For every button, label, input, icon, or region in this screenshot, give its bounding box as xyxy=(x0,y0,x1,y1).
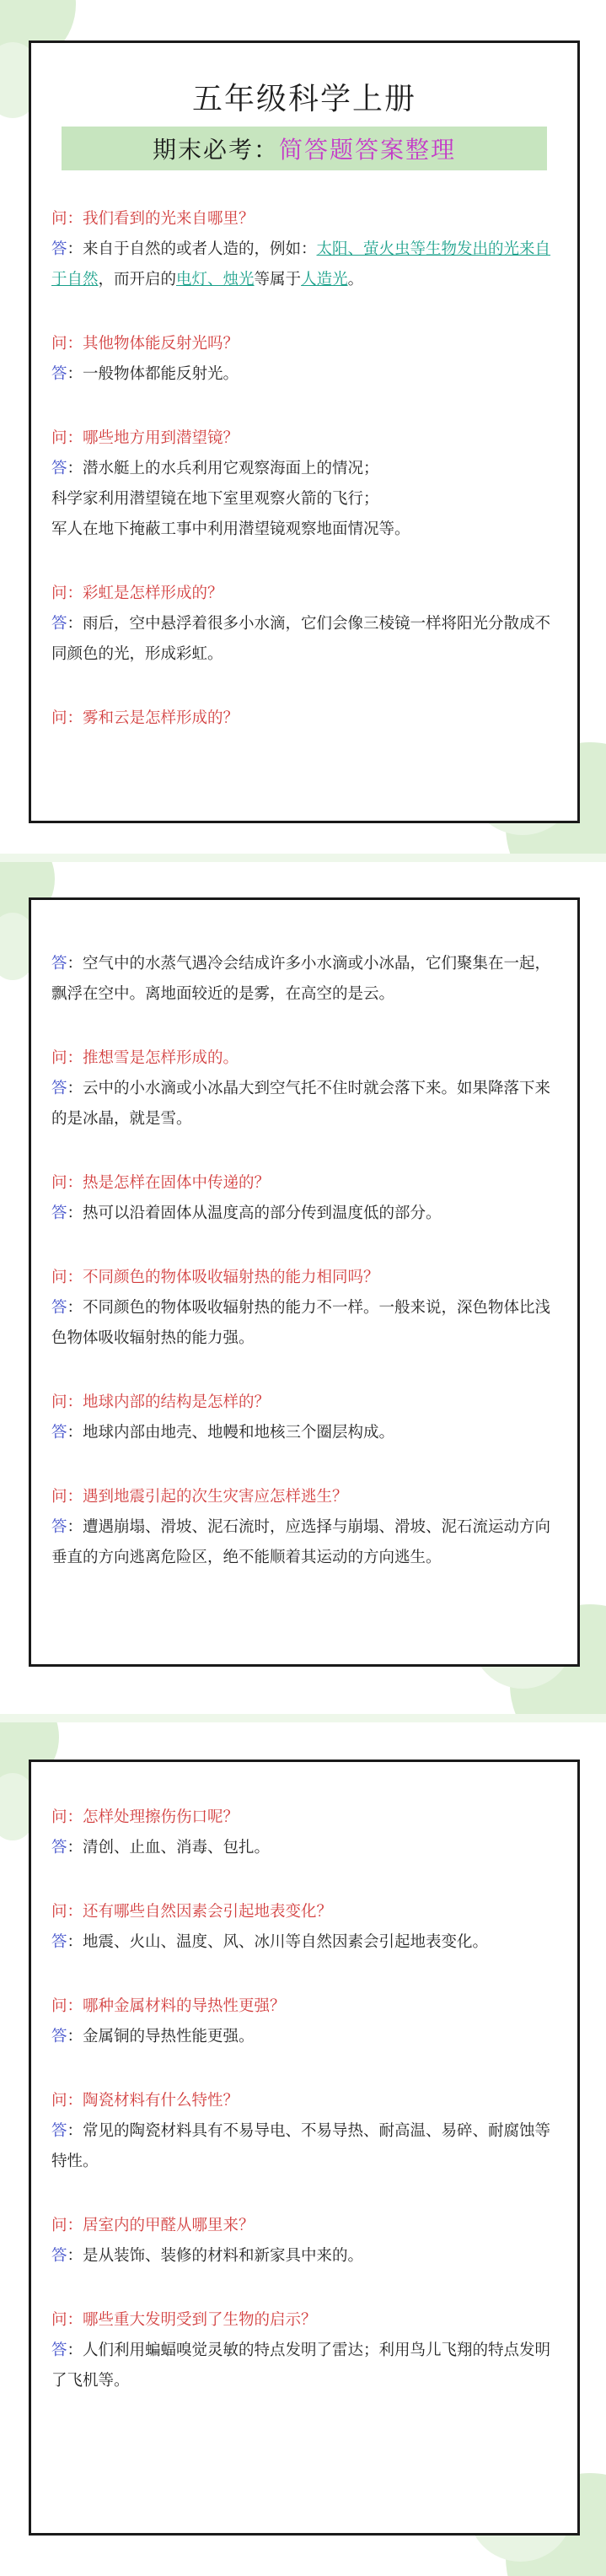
answer-segment: ：来自于自然的或者人造的，例如： xyxy=(67,240,317,258)
answer-label: 答 xyxy=(51,1518,67,1536)
answer-segment: ：不同颜色的物体吸收辐射热的能力不一样。一般来说，深色物体比浅色物体吸收辐射热的能力强。 xyxy=(51,1299,551,1347)
qa-item xyxy=(51,1168,559,1229)
answer-segment: ：金属铜的导热性能更强。 xyxy=(67,2028,255,2045)
answer-label: 答 xyxy=(51,1299,67,1317)
subtitle-banner xyxy=(62,127,547,170)
question-text: 问：哪些重大发明受到了生物的启示？ xyxy=(51,2311,317,2329)
qa-item xyxy=(51,1388,559,1448)
question-text: 问：居室内的甲醛从哪里来？ xyxy=(51,2217,255,2234)
answer-text xyxy=(51,1927,559,1958)
qa-list xyxy=(31,949,577,1573)
answer-label: 答 xyxy=(51,460,67,477)
answer-segment: ：雨后，空中悬浮着很多小水滴，它们会像三棱镜一样将阳光分散成不同颜色的光，形成彩虹。 xyxy=(51,615,551,663)
page-3 xyxy=(0,1722,606,2576)
answer-label: 答 xyxy=(51,2122,67,2140)
answer-text xyxy=(51,1199,559,1229)
qa-item xyxy=(51,1991,559,2052)
answer-segment: ：遭遇崩塌、滑坡、泥石流时，应选择与崩塌、滑坡、泥石流运动方向垂直的方向逃离危险区，绝不能顺着其运动的方向逃生。 xyxy=(51,1518,551,1566)
answer-text xyxy=(51,949,559,1010)
subtitle-lead: 期末必考： xyxy=(152,136,279,164)
question-text: 问：遇到地震引起的次生灾害应怎样逃生？ xyxy=(51,1488,348,1506)
answer-segment: 。 xyxy=(347,271,364,288)
answer-segment: ：地震、火山、温度、风、冰川等自然因素会引起地表变化。 xyxy=(67,1933,489,1951)
highlighted-term: 太阳、萤火虫等生物发出的光来自于自然 xyxy=(51,240,551,288)
qa-item xyxy=(51,1482,559,1573)
page-1 xyxy=(0,0,606,854)
question-text: 问：哪些地方用到潜望镜？ xyxy=(51,429,239,447)
qa-item xyxy=(51,1897,559,1958)
qa-item xyxy=(51,949,559,1010)
answer-segment: ：热可以沿着固体从温度高的部分传到温度低的部分。 xyxy=(67,1204,442,1222)
answer-segment: ：一般物体都能反射光。 xyxy=(67,365,239,383)
answer-label: 答 xyxy=(51,1204,67,1222)
answer-label: 答 xyxy=(51,1839,67,1857)
question-text: 问：怎样处理擦伤伤口呢？ xyxy=(51,1808,239,1826)
answer-label: 答 xyxy=(51,2247,67,2265)
answer-segment: ：云中的小水滴或小冰晶大到空气托不住时就会落下来。如果降落下来的是冰晶，就是雪。 xyxy=(51,1080,551,1128)
qa-list xyxy=(31,1803,577,2396)
subtitle-highlight: 简答题答案整理 xyxy=(279,136,457,164)
question-text: 问：彩虹是怎样形成的？ xyxy=(51,585,223,602)
answer-label: 答 xyxy=(51,365,67,383)
answer-segment: ：常见的陶瓷材料具有不易导电、不易导热、耐高温、易碎、耐腐蚀等特性。 xyxy=(51,2122,551,2170)
answer-line: 军人在地下掩蔽工事中利用潜望镜观察地面情况等。 xyxy=(51,520,410,538)
qa-list xyxy=(31,204,577,734)
answer-segment: ：空气中的水蒸气遇冷会结成许多小水滴或小冰晶，它们聚集在一起，飘浮在空中。离地面较近的是雾，在高空的是云。 xyxy=(51,955,551,1003)
answer-label: 答 xyxy=(51,1080,67,1097)
answer-segment: ：地球内部由地壳、地幔和地核三个圈层构成。 xyxy=(67,1424,395,1442)
answer-segment: ：清创、止血、消毒、包扎。 xyxy=(67,1839,271,1857)
answer-segment: 等属于 xyxy=(254,271,302,288)
answer-line: 科学家利用潜望镜在地下室里观察火箭的飞行； xyxy=(51,490,379,508)
question-text: 问：陶瓷材料有什么特性？ xyxy=(51,2092,239,2110)
question-text: 问：推想雪是怎样形成的。 xyxy=(51,1049,239,1067)
qa-item xyxy=(51,1803,559,1863)
answer-text xyxy=(51,1833,559,1863)
qa-item xyxy=(51,2211,559,2272)
answer-label: 答 xyxy=(51,240,67,258)
answer-label: 答 xyxy=(51,2028,67,2045)
qa-item xyxy=(51,2086,559,2177)
answer-text xyxy=(51,2116,559,2177)
question-text: 问：其他物体能反射光吗？ xyxy=(51,335,239,353)
qa-item xyxy=(51,2305,559,2396)
qa-item xyxy=(51,703,559,734)
answer-label: 答 xyxy=(51,615,67,633)
answer-segment: ：潜水艇上的水兵利用它观察海面上的情况； xyxy=(67,460,379,477)
question-text: 问：哪种金属材料的导热性更强？ xyxy=(51,1997,286,2015)
qa-item xyxy=(51,423,559,545)
question-text: 问：不同颜色的物体吸收辐射热的能力相同吗？ xyxy=(51,1269,379,1286)
answer-text xyxy=(51,234,559,295)
qa-item xyxy=(51,329,559,390)
answer-label: 答 xyxy=(51,2342,67,2359)
answer-text xyxy=(51,2336,559,2396)
answer-segment: ，而开启的 xyxy=(98,271,177,288)
answer-segment: ：是从装饰、装修的材料和新家具中来的。 xyxy=(67,2247,364,2265)
page-frame xyxy=(29,40,580,823)
answer-text xyxy=(51,2241,559,2272)
question-text: 问：雾和云是怎样形成的？ xyxy=(51,709,239,727)
answer-text xyxy=(51,454,559,484)
page-title: 五年级科学上册 xyxy=(191,82,416,116)
highlighted-term: 电灯、烛光 xyxy=(176,271,255,288)
answer-text xyxy=(51,1418,559,1448)
qa-item xyxy=(51,579,559,670)
page-frame xyxy=(29,897,580,1667)
qa-item xyxy=(51,204,559,295)
answer-text xyxy=(51,359,559,390)
question-text: 问：热是怎样在固体中传递的？ xyxy=(51,1174,271,1192)
answer-label: 答 xyxy=(51,1933,67,1951)
answer-text xyxy=(51,2022,559,2052)
page-frame xyxy=(29,1760,580,2536)
question-text: 问：还有哪些自然因素会引起地表变化？ xyxy=(51,1903,333,1921)
question-text: 问：我们看到的光来自哪里？ xyxy=(51,210,255,228)
answer-text xyxy=(51,1512,559,1573)
answer-text xyxy=(51,1074,559,1134)
answer-text xyxy=(51,1293,559,1354)
highlighted-term: 人造光 xyxy=(301,271,348,288)
page-2 xyxy=(0,862,606,1714)
answer-segment: ：人们利用蝙蝠嗅觉灵敏的特点发明了雷达；利用鸟儿飞翔的特点发明了飞机等。 xyxy=(51,2342,551,2390)
qa-item xyxy=(51,1043,559,1134)
answer-label: 答 xyxy=(51,955,67,973)
qa-item xyxy=(51,1263,559,1354)
answer-text xyxy=(51,609,559,670)
answer-label: 答 xyxy=(51,1424,67,1442)
question-text: 问：地球内部的结构是怎样的？ xyxy=(51,1393,271,1411)
